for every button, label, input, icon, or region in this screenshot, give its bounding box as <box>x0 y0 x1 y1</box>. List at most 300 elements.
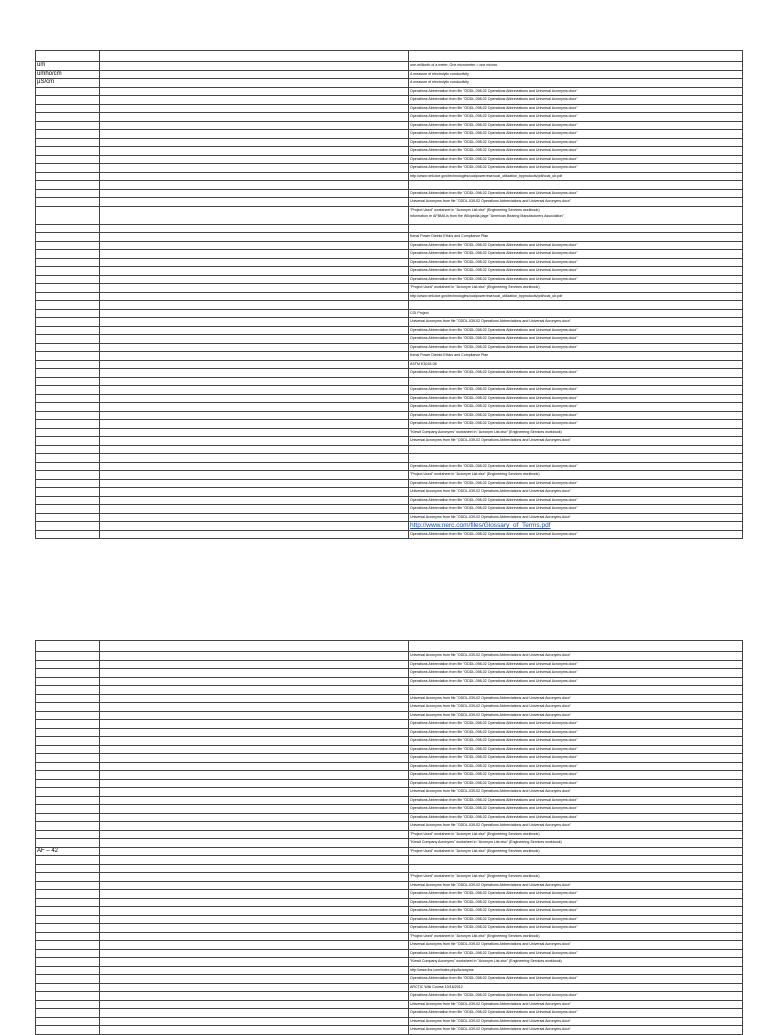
table-row <box>36 437 743 446</box>
meaning-cell <box>100 720 409 729</box>
acronym-cell <box>36 326 100 335</box>
source-cell: Operations Abbreviation from file "ODDL-098-02 Operations Abbreviations and Universal Acronyms.docx" <box>409 411 743 420</box>
acronym-cell <box>36 677 100 686</box>
source-cell: ASTM E3018-08 <box>409 360 743 369</box>
acronym-cell <box>36 241 100 250</box>
acronym-cell <box>36 966 100 975</box>
source-cell: Operations Abbreviation from file "ODDL-098-02 Operations Abbreviations and Universal Acronyms.docx" <box>409 496 743 505</box>
meaning-cell <box>100 360 409 369</box>
acronym-cell <box>36 686 100 695</box>
acronym-cell <box>36 318 100 327</box>
acronym-cell <box>36 258 100 267</box>
acronym-cell <box>36 275 100 284</box>
meaning-cell <box>100 890 409 899</box>
source-cell: Universal Acronyms from file "ODDL-039-02 Operations Abbreviations and Universal Acronyms.docx" <box>409 788 743 797</box>
source-cell: Operations Abbreviation from file "ODDL-098-02 Operations Abbreviations and Universal Acronyms.docx" <box>409 907 743 916</box>
source-cell: Universal Acronyms from file "ODDL-039-02 Operations Abbreviations and Universal Acronyms.docx" <box>409 652 743 661</box>
acronym-cell <box>36 496 100 505</box>
source-cell: Operations Abbreviation from file "ODDL-098-02 Operations Abbreviations and Universal Acronyms.docx" <box>409 462 743 471</box>
meaning-cell <box>100 771 409 780</box>
meaning-cell <box>100 130 409 139</box>
acronym-cell <box>36 121 100 130</box>
meaning-cell <box>100 660 409 669</box>
source-cell: Operations Abbreviation from file "ODDL-098-02 Operations Abbreviations and Universal Acronyms.docx" <box>409 915 743 924</box>
source-cell: Operations Abbreviation from file "ODDL-098-02 Operations Abbreviations and Universal Acronyms.docx" <box>409 394 743 403</box>
acronym-cell <box>36 428 100 437</box>
source-cell: A measure of electrolytic conductivity <box>409 79 743 88</box>
meaning-cell <box>100 386 409 395</box>
meaning-cell <box>100 694 409 703</box>
source-cell: Universal Acronyms from file "ODDL-039-02 Operations Abbreviations and Universal Acronyms.docx" <box>409 941 743 950</box>
table-row <box>36 771 743 780</box>
acronym-cell <box>36 164 100 173</box>
meaning-cell <box>100 377 409 386</box>
meaning-cell <box>100 411 409 420</box>
meaning-cell <box>100 505 409 514</box>
meaning-cell <box>100 847 409 856</box>
table-row <box>36 403 743 412</box>
table-row <box>36 830 743 839</box>
source-cell: Operations Abbreviation from file "ODDL-098-02 Operations Abbreviations and Universal Acronyms.docx" <box>409 530 743 539</box>
acronym-cell <box>36 669 100 678</box>
table-row <box>36 420 743 429</box>
table-row <box>36 147 743 156</box>
meaning-cell <box>100 966 409 975</box>
table-row <box>36 113 743 122</box>
source-cell: "Project Used" worksheet in "Acronym List.xlsx" (Engineering Services workbook) <box>409 471 743 480</box>
meaning-cell <box>100 779 409 788</box>
meaning-cell <box>100 745 409 754</box>
acronym-cell <box>36 907 100 916</box>
table-row <box>36 189 743 198</box>
acronym-cell <box>36 924 100 933</box>
acronym-cell <box>36 206 100 224</box>
meaning-cell <box>100 496 409 505</box>
table-row <box>36 206 743 224</box>
table-row <box>36 51 743 62</box>
acronym-cell <box>36 250 100 259</box>
table-row <box>36 941 743 950</box>
source-link[interactable]: http://www.nerc.com/files/Glossary_of_Terms.pdf <box>409 522 743 531</box>
table-row <box>36 172 743 181</box>
source-cell: Operations Abbreviation from file "ODDL-098-02 Operations Abbreviations and Universal Acronyms.docx" <box>409 1009 743 1018</box>
source-cell: Operations Abbreviation from file "ODDL-098-02 Operations Abbreviations and Universal Acronyms.docx" <box>409 992 743 1001</box>
source-cell: "Project Used" worksheet in "Acronym List.xlsx" (Engineering Services workbook) <box>409 932 743 941</box>
source-line: "Project Used" worksheet in "Acronym List.xlsx" (Engineering Services workbook) <box>410 207 540 212</box>
meaning-cell <box>100 488 409 497</box>
table-row <box>36 703 743 712</box>
table-row <box>36 983 743 992</box>
source-cell: Operations Abbreviation from file "ODDL-098-02 Operations Abbreviations and Universal Acronyms.docx" <box>409 147 743 156</box>
meaning-cell <box>100 949 409 958</box>
table-row <box>36 352 743 361</box>
table-row <box>36 250 743 259</box>
source-cell <box>409 454 743 463</box>
meaning-cell <box>100 241 409 250</box>
table-row <box>36 258 743 267</box>
acronym-cell <box>36 352 100 361</box>
acronym-cell <box>36 172 100 181</box>
source-cell: Operations Abbreviation from file "ODDL-098-02 Operations Abbreviations and Universal Acronyms.docx" <box>409 677 743 686</box>
acronym-cell <box>36 822 100 831</box>
acronym-cell <box>36 267 100 276</box>
source-cell: Operations Abbreviation from file "ODDL-098-02 Operations Abbreviations and Universal Acronyms.docx" <box>409 728 743 737</box>
acronym-cell <box>36 856 100 865</box>
source-cell: Universal Acronyms from file "ODDL-039-02 Operations Abbreviations and Universal Acronyms.docx" <box>409 1000 743 1009</box>
table-row <box>36 79 743 88</box>
source-cell: Operations Abbreviation from file "ODDL-098-02 Operations Abbreviations and Universal Acronyms.docx" <box>409 796 743 805</box>
acronym-cell: µS/cm <box>36 79 100 88</box>
table-row <box>36 445 743 454</box>
acronym-cell <box>36 420 100 429</box>
source-cell <box>409 181 743 190</box>
table-row <box>36 326 743 335</box>
acronym-cell <box>36 890 100 899</box>
table-row <box>36 181 743 190</box>
meaning-cell <box>100 462 409 471</box>
table-row <box>36 198 743 207</box>
table-row <box>36 138 743 147</box>
table-row <box>36 881 743 890</box>
source-cell: Operations Abbreviation from file "ODDL-098-02 Operations Abbreviations and Universal Acronyms.docx" <box>409 104 743 113</box>
source-cell: Operations Abbreviation from file "ODDL-098-02 Operations Abbreviations and Universal Acronyms.docx" <box>409 479 743 488</box>
meaning-cell <box>100 669 409 678</box>
table-row <box>36 496 743 505</box>
source-cell: "Kiewit Company Acronyms" worksheet in "Acronym List.xlsx" (Engineering Services workbook) <box>409 839 743 848</box>
acronym-cell <box>36 454 100 463</box>
acronym-cell <box>36 471 100 480</box>
source-cell: Operations Abbreviation from file "ODDL-098-02 Operations Abbreviations and Universal Acronyms.docx" <box>409 189 743 198</box>
acronym-cell <box>36 104 100 113</box>
table-row <box>36 462 743 471</box>
source-cell: Kenai Power District Ethics and Compliance Plan <box>409 233 743 242</box>
acronym-table-page-1 <box>35 50 743 539</box>
table-row <box>36 779 743 788</box>
acronym-cell <box>36 1026 100 1035</box>
meaning-cell <box>100 189 409 198</box>
source-cell: Universal Acronyms from file "ODDL-039-02 Operations Abbreviations and Universal Acronyms.docx" <box>409 703 743 712</box>
table-row <box>36 745 743 754</box>
table-row <box>36 907 743 916</box>
meaning-cell <box>100 113 409 122</box>
source-cell: "Project Used" worksheet in "Acronym List.xlsx" (Engineering Services workbook) <box>409 847 743 856</box>
acronym-cell <box>36 1017 100 1026</box>
table-row <box>36 87 743 96</box>
table-row <box>36 428 743 437</box>
meaning-cell <box>100 856 409 865</box>
meaning-cell <box>100 403 409 412</box>
acronym-cell <box>36 437 100 446</box>
source-cell: "Project Used" worksheet in "Acronym List.xlsx" (Engineering Services workbook) <box>409 284 743 293</box>
source-cell: Operations Abbreviation from file "ODDL-098-02 Operations Abbreviations and Universal Acronyms.docx" <box>409 164 743 173</box>
table-row <box>36 669 743 678</box>
table-row <box>36 754 743 763</box>
acronym-cell <box>36 694 100 703</box>
acronym-cell <box>36 155 100 164</box>
acronym-cell <box>36 941 100 950</box>
table-row <box>36 694 743 703</box>
table-row <box>36 241 743 250</box>
acronym-cell <box>36 488 100 497</box>
table-row <box>36 932 743 941</box>
table-row <box>36 394 743 403</box>
acronym-cell <box>36 96 100 105</box>
source-cell: ARCTIC Wiki Course 10/16/2012 <box>409 983 743 992</box>
table-row <box>36 62 743 71</box>
meaning-cell <box>100 155 409 164</box>
table-row <box>36 377 743 386</box>
acronym-cell <box>36 1000 100 1009</box>
acronym-cell <box>36 522 100 531</box>
source-cell: Operations Abbreviation from file "ODDL-098-02 Operations Abbreviations and Universal Acronyms.docx" <box>409 890 743 899</box>
source-cell: Operations Abbreviation from file "ODDL-098-02 Operations Abbreviations and Universal Acronyms.docx" <box>409 138 743 147</box>
meaning-cell <box>100 873 409 882</box>
acronym-cell <box>36 660 100 669</box>
acronym-cell <box>36 839 100 848</box>
meaning-cell <box>100 454 409 463</box>
acronym-cell <box>36 335 100 344</box>
table-row <box>36 949 743 958</box>
table-row <box>36 822 743 831</box>
meaning-cell <box>100 275 409 284</box>
table-row <box>36 839 743 848</box>
acronym-cell <box>36 513 100 522</box>
acronym-cell <box>36 233 100 242</box>
table-row <box>36 386 743 395</box>
table-row <box>36 471 743 480</box>
source-cell: Universal Acronyms from file "ODDL-039-02 Operations Abbreviations and Universal Acronyms.docx" <box>409 711 743 720</box>
acronym-cell <box>36 309 100 318</box>
acronym-cell <box>36 754 100 763</box>
meaning-cell <box>100 1009 409 1018</box>
acronym-cell <box>36 1009 100 1018</box>
acronym-cell <box>36 958 100 967</box>
source-cell: "Project Used" worksheet in "Acronym List.xlsx" (Engineering Services workbook) <box>409 830 743 839</box>
acronym-cell <box>36 198 100 207</box>
source-cell: Operations Abbreviation from file "ODDL-098-02 Operations Abbreviations and Universal Acronyms.docx" <box>409 669 743 678</box>
table-row <box>36 813 743 822</box>
meaning-cell <box>100 198 409 207</box>
table-row <box>36 1009 743 1018</box>
meaning-cell <box>100 762 409 771</box>
table-row <box>36 130 743 139</box>
acronym-cell <box>36 652 100 661</box>
meaning-cell <box>100 428 409 437</box>
table-row <box>36 873 743 882</box>
source-cell: Operations Abbreviation from file "ODDL-098-02 Operations Abbreviations and Universal Acronyms.docx" <box>409 737 743 746</box>
source-cell: http://www.netl.doe.gov/technologies/coalpower/ewr/coal_utilization_byproducts/pdf/coal_ub.pdf <box>409 292 743 301</box>
table-row <box>36 267 743 276</box>
table-row <box>36 505 743 514</box>
meaning-cell <box>100 309 409 318</box>
source-cell: Operations Abbreviation from file "ODDL-098-02 Operations Abbreviations and Universal Acronyms.docx" <box>409 779 743 788</box>
table-row <box>36 411 743 420</box>
table-row <box>36 233 743 242</box>
table-row <box>36 711 743 720</box>
source-cell: Universal Acronyms from file "ODDL-039-02 Operations Abbreviations and Universal Acronyms.docx" <box>409 513 743 522</box>
meaning-cell <box>100 830 409 839</box>
meaning-cell <box>100 1017 409 1026</box>
acronym-cell <box>36 915 100 924</box>
acronym-cell <box>36 113 100 122</box>
acronym-cell <box>36 975 100 984</box>
meaning-cell <box>100 79 409 88</box>
meaning-cell <box>100 284 409 293</box>
source-cell: http://www.ihs.com/index.php/Acronyms <box>409 966 743 975</box>
meaning-cell <box>100 641 409 652</box>
acronym-cell <box>36 641 100 652</box>
meaning-cell <box>100 992 409 1001</box>
source-cell: Universal Acronyms from file "ODDL-039-02 Operations Abbreviations and Universal Acronyms.docx" <box>409 488 743 497</box>
meaning-cell <box>100 250 409 259</box>
table-row <box>36 513 743 522</box>
meaning-cell <box>100 941 409 950</box>
source-cell <box>409 686 743 695</box>
acronym-cell <box>36 530 100 539</box>
meaning-cell <box>100 813 409 822</box>
source-cell: Operations Abbreviation from file "ODDL-098-02 Operations Abbreviations and Universal Acronyms.docx" <box>409 326 743 335</box>
acronym-cell: umho/cm <box>36 70 100 79</box>
acronym-cell <box>36 445 100 454</box>
table-row <box>36 660 743 669</box>
meaning-cell <box>100 737 409 746</box>
source-cell: Operations Abbreviation from file "ODDL-098-02 Operations Abbreviations and Universal Acronyms.docx" <box>409 660 743 669</box>
acronym-cell: um <box>36 62 100 71</box>
meaning-cell <box>100 513 409 522</box>
acronym-cell <box>36 711 100 720</box>
acronym-cell <box>36 779 100 788</box>
table-row <box>36 686 743 695</box>
acronym-cell <box>36 771 100 780</box>
table-row <box>36 121 743 130</box>
meaning-cell <box>100 267 409 276</box>
table-row <box>36 737 743 746</box>
meaning-cell <box>100 686 409 695</box>
acronym-cell <box>36 762 100 771</box>
acronym-cell <box>36 411 100 420</box>
table-row <box>36 805 743 814</box>
table-row <box>36 1017 743 1026</box>
source-cell <box>409 856 743 865</box>
source-cell: Operations Abbreviation from file "ODDL-098-02 Operations Abbreviations and Universal Acronyms.docx" <box>409 113 743 122</box>
table-row <box>36 762 743 771</box>
meaning-cell <box>100 822 409 831</box>
meaning-cell <box>100 206 409 224</box>
source-cell: "Kiewit Company Acronyms" worksheet in "Acronym List.xlsx" (Engineering Services workbook) <box>409 428 743 437</box>
source-cell: Operations Abbreviation from file "ODDL-098-02 Operations Abbreviations and Universal Acronyms.docx" <box>409 745 743 754</box>
meaning-cell <box>100 437 409 446</box>
acronym-cell <box>36 189 100 198</box>
table-row <box>36 796 743 805</box>
source-cell: Universal Acronyms from file "ODDL-039-02 Operations Abbreviations and Universal Acronyms.docx" <box>409 1026 743 1035</box>
source-cell <box>409 445 743 454</box>
meaning-cell <box>100 445 409 454</box>
meaning-cell <box>100 983 409 992</box>
table-row <box>36 890 743 899</box>
meaning-cell <box>100 343 409 352</box>
table-row <box>36 652 743 661</box>
source-cell: Operations Abbreviation from file "ODDL-098-02 Operations Abbreviations and Universal Acronyms.docx" <box>409 386 743 395</box>
source-cell: Universal Acronyms from file "ODDL-039-02 Operations Abbreviations and Universal Acronyms.docx" <box>409 1017 743 1026</box>
source-cell <box>409 641 743 652</box>
acronym-cell <box>36 728 100 737</box>
source-cell: Operations Abbreviation from file "ODDL-098-02 Operations Abbreviations and Universal Acronyms.docx" <box>409 121 743 130</box>
source-cell: Operations Abbreviation from file "ODDL-098-02 Operations Abbreviations and Universal Acronyms.docx" <box>409 403 743 412</box>
meaning-cell <box>100 147 409 156</box>
meaning-cell <box>100 96 409 105</box>
meaning-cell <box>100 292 409 301</box>
acronym-cell <box>36 720 100 729</box>
acronym-cell <box>36 873 100 882</box>
source-cell: Operations Abbreviation from file "ODDL-098-02 Operations Abbreviations and Universal Acronyms.docx" <box>409 813 743 822</box>
table-row <box>36 1026 743 1035</box>
source-cell <box>409 51 743 62</box>
meaning-cell <box>100 471 409 480</box>
meaning-cell <box>100 301 409 310</box>
table-row <box>36 847 743 856</box>
acronym-cell <box>36 898 100 907</box>
table-row <box>36 864 743 873</box>
acronym-cell <box>36 992 100 1001</box>
acronym-cell <box>36 796 100 805</box>
meaning-cell <box>100 224 409 233</box>
table-row <box>36 1000 743 1009</box>
meaning-cell <box>100 258 409 267</box>
meaning-cell <box>100 711 409 720</box>
acronym-cell <box>36 949 100 958</box>
acronym-cell <box>36 864 100 873</box>
source-cell: Operations Abbreviation from file "ODDL-098-02 Operations Abbreviations and Universal Acronyms.docx" <box>409 420 743 429</box>
source-cell: "Kiewit Company Acronyms" worksheet in "Acronym List.xlsx" (Engineering Services workbook) <box>409 958 743 967</box>
source-cell: Operations Abbreviation from file "ODDL-098-02 Operations Abbreviations and Universal Acronyms.docx" <box>409 762 743 771</box>
meaning-cell <box>100 839 409 848</box>
source-cell: Operations Abbreviation from file "ODDL-098-02 Operations Abbreviations and Universal Acronyms.docx" <box>409 267 743 276</box>
source-cell: one-millionth of a meter; One micrometer = one micron. <box>409 62 743 71</box>
table-row <box>36 788 743 797</box>
meaning-cell <box>100 796 409 805</box>
source-cell: Operations Abbreviation from file "ODDL-098-02 Operations Abbreviations and Universal Acronyms.docx" <box>409 949 743 958</box>
table-row <box>36 343 743 352</box>
acronym-cell: AF – 42 <box>36 847 100 856</box>
source-cell: Operations Abbreviation from file "ODDL-098-02 Operations Abbreviations and Universal Acronyms.docx" <box>409 975 743 984</box>
source-cell: Operations Abbreviation from file "ODDL-098-02 Operations Abbreviations and Universal Acronyms.docx" <box>409 369 743 378</box>
meaning-cell <box>100 728 409 737</box>
source-cell: Kenai Power District Ethics and Compliance Plan <box>409 352 743 361</box>
meaning-cell <box>100 1026 409 1035</box>
meaning-cell <box>100 51 409 62</box>
source-cell <box>409 864 743 873</box>
meaning-cell <box>100 121 409 130</box>
table-row <box>36 164 743 173</box>
acronym-cell <box>36 343 100 352</box>
source-cell: CGI Project <box>409 309 743 318</box>
table-row <box>36 70 743 79</box>
acronym-cell <box>36 377 100 386</box>
source-cell: A measure of electrolytic conductivity <box>409 70 743 79</box>
acronym-cell <box>36 703 100 712</box>
meaning-cell <box>100 62 409 71</box>
acronym-cell <box>36 505 100 514</box>
table-row <box>36 369 743 378</box>
acronym-cell <box>36 224 100 233</box>
source-cell: Universal Acronyms from file "ODDL-039-02 Operations Abbreviations and Universal Acronyms.docx" <box>409 822 743 831</box>
table-row <box>36 966 743 975</box>
table-row <box>36 488 743 497</box>
meaning-cell <box>100 530 409 539</box>
table-row <box>36 915 743 924</box>
meaning-cell <box>100 164 409 173</box>
meaning-cell <box>100 479 409 488</box>
